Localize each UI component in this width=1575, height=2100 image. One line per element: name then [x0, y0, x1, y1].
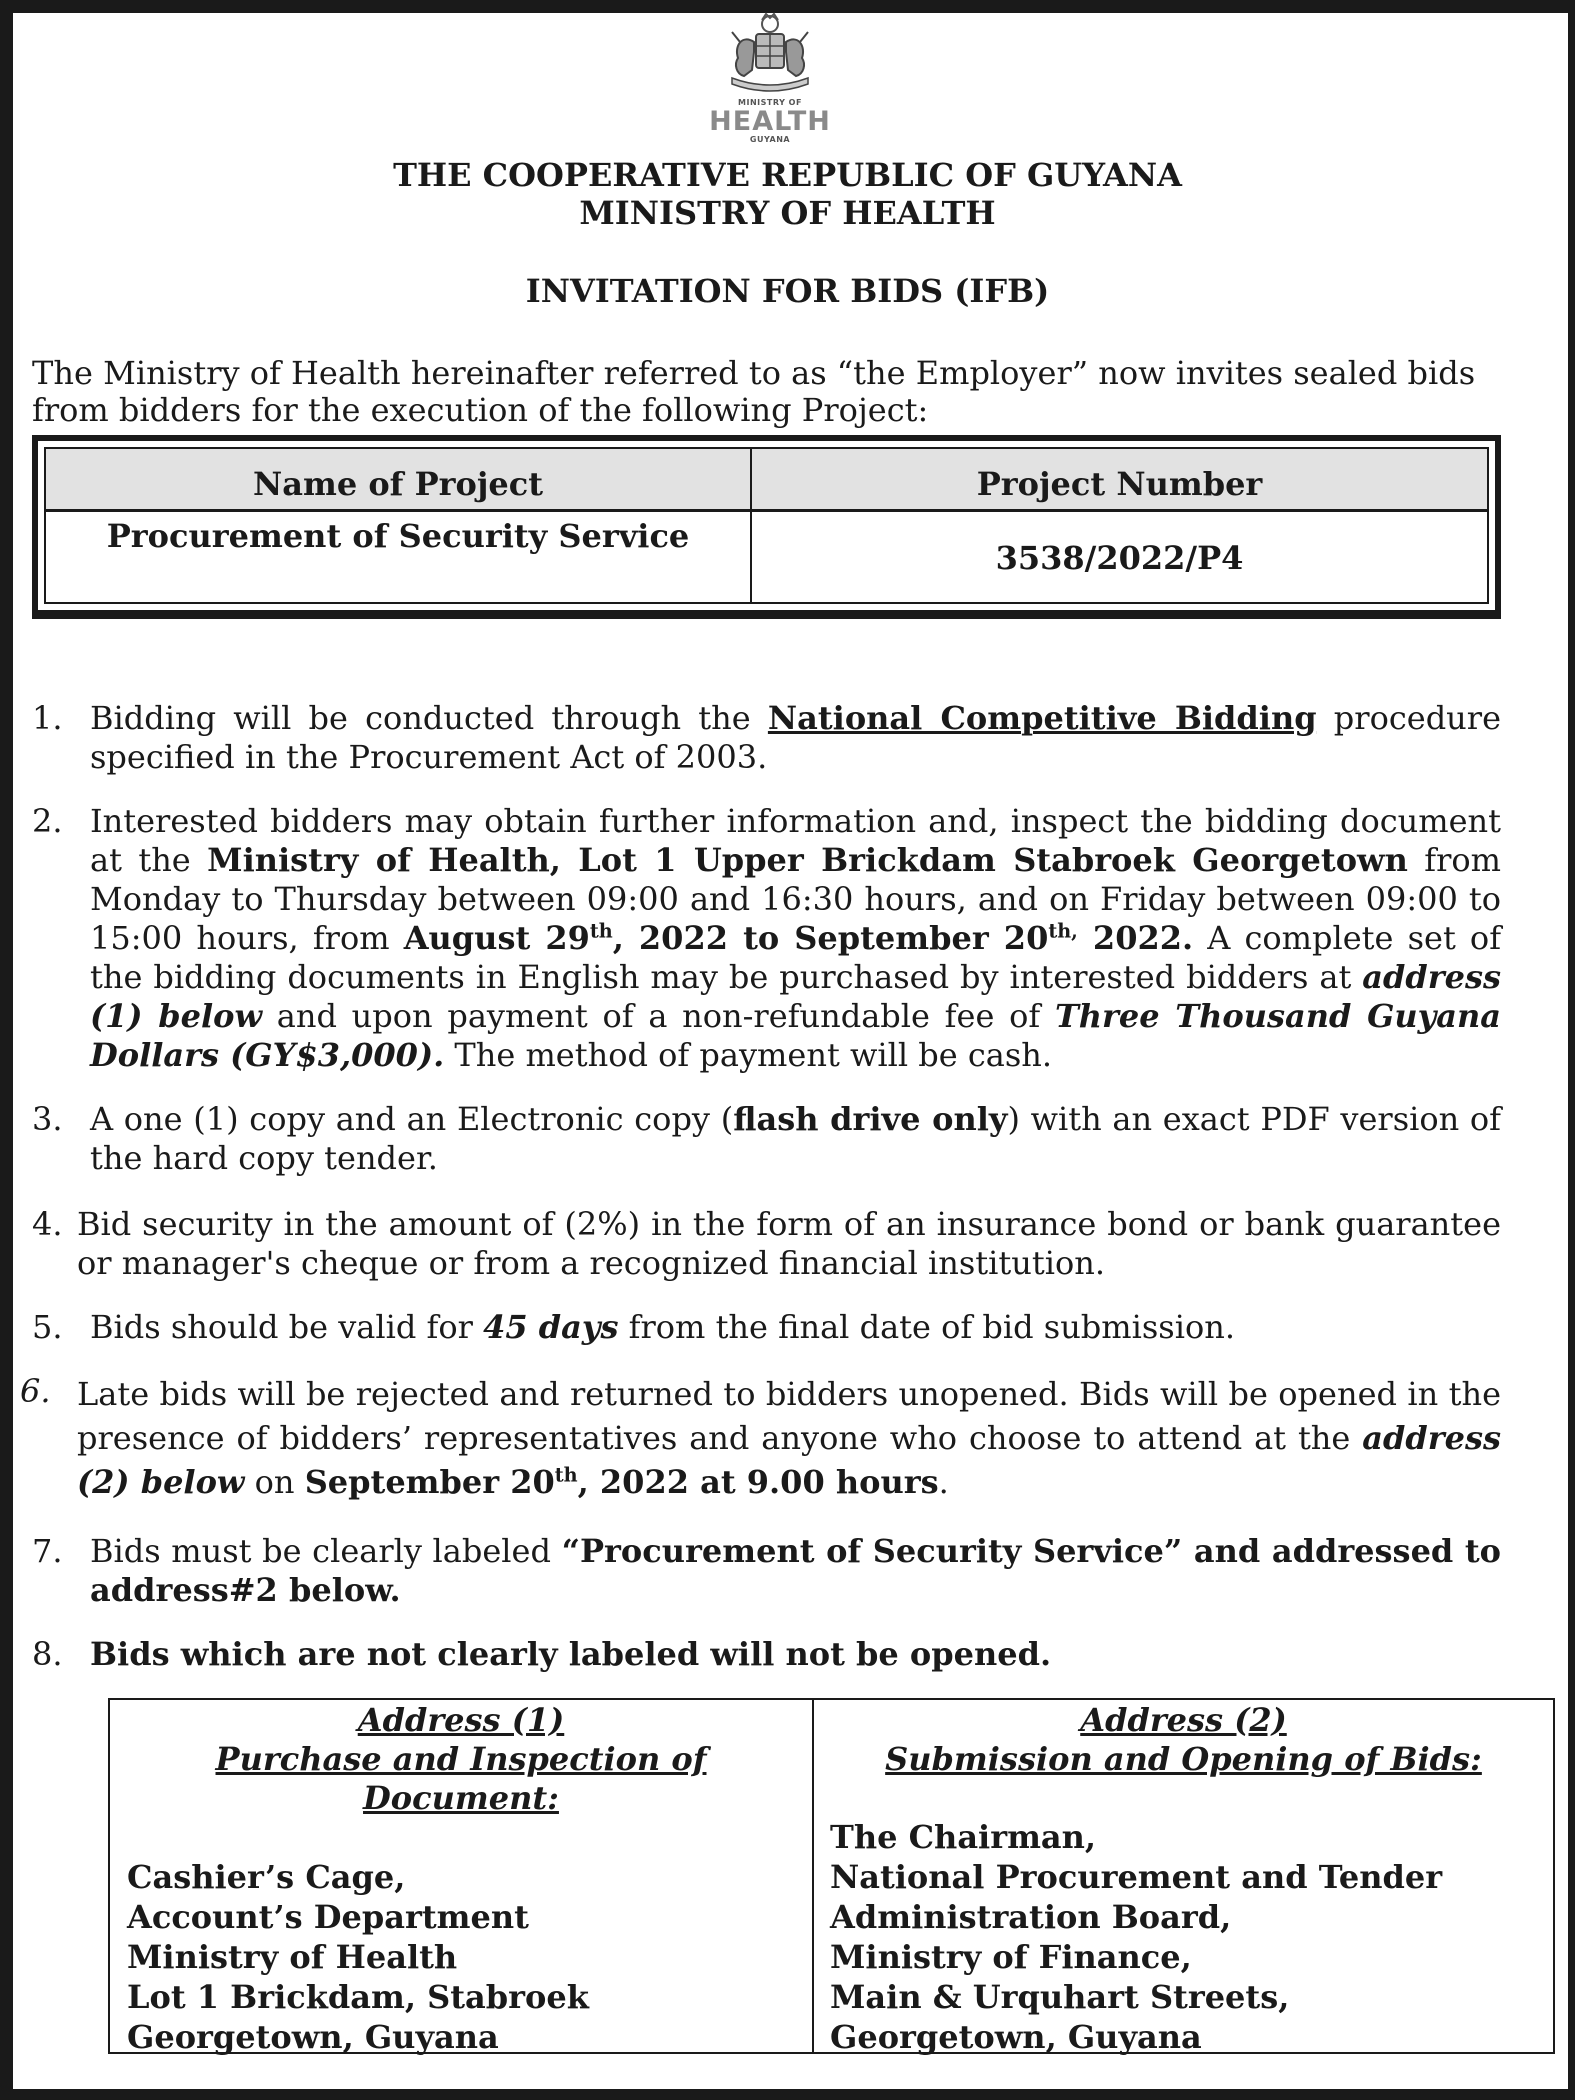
item-text: and upon payment of a non-refundable fee of — [262, 997, 1055, 1035]
address-1-lines — [127, 1857, 589, 2057]
item-date: , 2022 at 9.00 hours — [577, 1463, 939, 1501]
item-text: on — [244, 1463, 305, 1501]
address-table — [108, 1698, 1555, 2054]
address-line: Main & Urquhart Streets, — [830, 1978, 1290, 2016]
intro-line-1: The Ministry of Health hereinafter referred to as “the Employer” now invites sealed bids — [32, 354, 1476, 392]
list-item — [90, 1635, 1501, 1674]
intro-paragraph — [32, 355, 1512, 429]
ordinal-suffix: th, — [1048, 919, 1078, 943]
address-line: Cashier’s Cage, — [127, 1858, 406, 1896]
list-item — [77, 1205, 1501, 1283]
item-text: Bids must be clearly labeled — [90, 1532, 562, 1570]
address-line: Administration Board, — [830, 1898, 1232, 1936]
item-text: Interested bidders may obtain further information and, inspect the bidding document at the — [90, 802, 1501, 879]
header-country: THE COOPERATIVE REPUBLIC OF GUYANA — [393, 156, 1182, 194]
project-name-cell: Procurement of Security Service — [106, 517, 690, 555]
coat-of-arms-icon — [722, 12, 818, 98]
project-table-inner — [44, 447, 1489, 604]
item-number: 4. — [32, 1205, 63, 1243]
address-2-heading: Address (2) — [1080, 1701, 1287, 1739]
ordinal-suffix: th — [554, 1463, 578, 1487]
item-emphasis: address (2) below — [77, 1419, 1501, 1501]
list-item — [90, 802, 1501, 1075]
item-text: Late bids will be rejected and returned to bidders unopened. Bids will be opened in the presence of bidders’ representatives and anyone who choose to attend at the — [77, 1375, 1501, 1457]
item-opening-date — [305, 1463, 939, 1501]
item-date: 2022. — [1077, 919, 1194, 957]
ordinal-suffix: th — [589, 919, 613, 943]
item-text: from the final date of bid submission. — [618, 1308, 1235, 1346]
item-fee: Three Thousand Guyana Dollars (GY$3,000). — [90, 997, 1502, 1074]
address-line: Ministry of Finance, — [830, 1938, 1192, 1976]
address-line: Georgetown, Guyana — [127, 2018, 499, 2056]
item-text: Bid security in the amount of (2%) in the form of an insurance bond or bank guarantee or manager's cheque or from a recognized financial institution. — [77, 1205, 1501, 1282]
address-line: National Procurement and Tender — [830, 1858, 1443, 1896]
address-1-subheading: Purchase and Inspection of — [215, 1740, 707, 1778]
list-item — [90, 1308, 1501, 1347]
item-text: ) with an exact PDF version of the hard copy tender. — [90, 1100, 1502, 1177]
item-emphasis: flash drive only — [733, 1100, 1008, 1138]
item-emphasis: National Competitive Bidding — [767, 699, 1317, 737]
item-emphasis: Ministry of Health, Lot 1 Upper Brickdam Stabroek Georgetown — [207, 841, 1408, 879]
item-number: 6. — [20, 1372, 51, 1410]
item-emphasis: Bids which are not clearly labeled will not be opened. — [90, 1635, 1052, 1673]
intro-line-2: from bidders for the execution of the following Project: — [32, 391, 929, 429]
list-item — [77, 1372, 1501, 1504]
item-text: A one (1) copy and an Electronic copy ( — [90, 1100, 734, 1138]
list-item — [90, 1100, 1501, 1178]
project-number-cell: 3538/2022/P4 — [995, 539, 1244, 577]
header-name-of-project: Name of Project — [252, 465, 544, 503]
list-item — [90, 1532, 1501, 1610]
project-table — [32, 435, 1501, 619]
address-line: The Chairman, — [830, 1818, 1097, 1856]
header-project-number: Project Number — [976, 465, 1263, 503]
document-title: INVITATION FOR BIDS (IFB) — [525, 272, 1050, 310]
item-number: 1. — [32, 699, 63, 737]
logo-text-main: HEALTH — [709, 106, 831, 137]
item-number: 3. — [32, 1100, 63, 1138]
item-text: procedure specified in the Procurement Act of 2003. — [90, 699, 1502, 776]
item-date: , 2022 to September 20 — [612, 919, 1049, 957]
header-ministry: MINISTRY OF HEALTH — [579, 194, 996, 232]
item-number: 2. — [32, 802, 63, 840]
address-line: Ministry of Health — [127, 1938, 458, 1976]
address-1-heading: Address (1) — [357, 1701, 565, 1739]
item-text: Bids should be valid for — [90, 1308, 484, 1346]
ministry-logo — [700, 12, 840, 147]
item-date: September 20 — [304, 1463, 555, 1501]
item-emphasis: “Procurement of Security Service” and addressed to address#2 below. — [90, 1532, 1502, 1609]
item-date: August 29 — [403, 919, 590, 957]
address-line: Lot 1 Brickdam, Stabroek — [127, 1978, 589, 2016]
item-date-range — [404, 919, 1193, 957]
item-text: from Monday to Thursday between 09:00 and 16:30 hours, and on Friday between 09:00 to 15:00 hours, from — [90, 841, 1502, 957]
item-text: . — [938, 1463, 949, 1501]
item-number: 7. — [32, 1532, 63, 1570]
address-line: Account’s Department — [127, 1898, 529, 1936]
item-number: 5. — [32, 1308, 63, 1346]
item-emphasis: 45 days — [483, 1308, 619, 1346]
item-text: Bidding will be conducted through the — [90, 699, 768, 737]
address-line: Georgetown, Guyana — [830, 2018, 1202, 2056]
address-1-subheading-2: Document: — [363, 1779, 559, 1817]
item-text: A complete set of the bidding documents in English may be purchased by interested bidders at — [90, 919, 1502, 996]
address-2-subheading: Submission and Opening of Bids: — [885, 1740, 1482, 1778]
item-emphasis: address (1) below — [90, 958, 1501, 1035]
logo-text-top: MINISTRY OF — [738, 98, 802, 107]
item-number: 8. — [32, 1635, 63, 1673]
address-2-lines — [830, 1817, 1442, 2057]
logo-text-bottom: GUYANA — [749, 135, 791, 144]
item-text: The method of payment will be cash. — [444, 1036, 1053, 1074]
list-item — [90, 699, 1501, 777]
